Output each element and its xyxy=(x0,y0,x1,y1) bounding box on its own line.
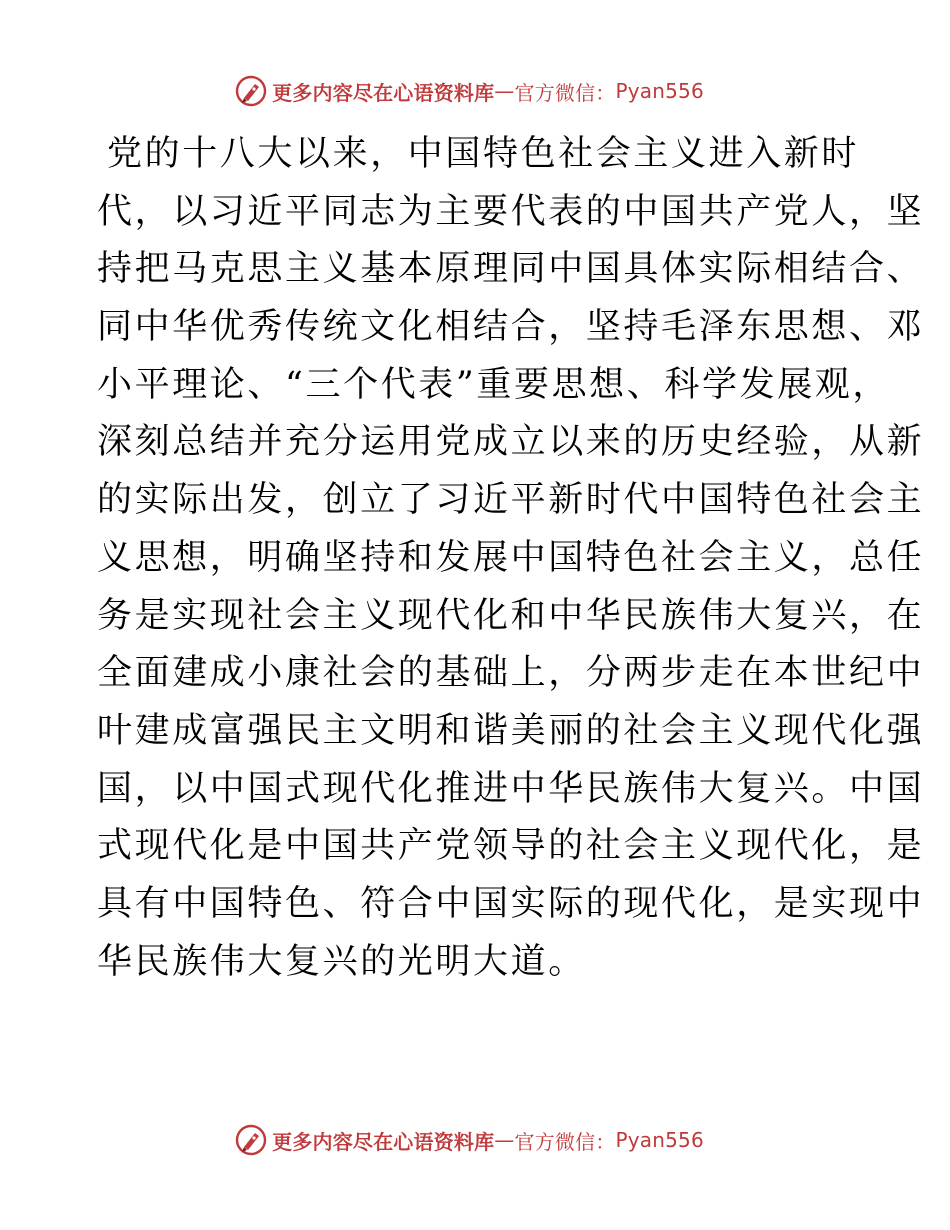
banner-separator: — xyxy=(494,1128,515,1152)
banner-wechat-label: 官方微信： xyxy=(514,1129,616,1154)
banner-separator: — xyxy=(494,79,515,103)
pen-nib-circle-icon xyxy=(234,74,268,108)
text-line: 叶建成富强民主文明和谐美丽的社会主义现代化强 xyxy=(97,710,925,751)
text-line: 代，以习近平同志为主要代表的中国共产党人，坚 xyxy=(97,191,925,232)
banner-site-name: 更多内容尽在心语资料库 xyxy=(272,1129,495,1154)
text-line: 的实际出发，创立了习近平新时代中国特色社会主 xyxy=(97,480,925,521)
banner-wechat-label: 官方微信： xyxy=(514,80,616,105)
banner-site-name: 更多内容尽在心语资料库 xyxy=(272,80,495,105)
text-line: 式现代化是中国共产党领导的社会主义现代化，是 xyxy=(97,826,925,867)
text-line: 义思想，明确坚持和发展中国特色社会主义，总任 xyxy=(97,537,925,578)
text-line: 同中华优秀传统文化相结合，坚持毛泽东思想、邓 xyxy=(97,307,925,348)
text-line: 党的十八大以来，中国特色社会主义进入新时 xyxy=(107,134,860,174)
text-line: 华民族伟大复兴的光明大道。 xyxy=(97,941,586,982)
text-line: 全面建成小康社会的基础上，分两步走在本世纪中 xyxy=(97,653,925,694)
pen-nib-circle-icon xyxy=(234,1123,268,1157)
text-line: 务是实现社会主义现代化和中华民族伟大复兴，在 xyxy=(97,595,925,636)
header-banner xyxy=(0,71,950,111)
banner-wechat-id: Pyan556 xyxy=(615,1128,704,1152)
banner-content xyxy=(234,1123,704,1157)
body-paragraph xyxy=(97,126,925,991)
text-line: 国，以中国式现代化推进中华民族伟大复兴。中国 xyxy=(97,768,925,809)
text-line: 具有中国特色、符合中国实际的现代化，是实现中 xyxy=(97,883,925,924)
footer-banner xyxy=(0,1120,950,1160)
text-line: 持把马克思主义基本原理同中国具体实际相结合、 xyxy=(97,249,925,290)
text-line: 深刻总结并充分运用党成立以来的历史经验，从新 xyxy=(97,422,925,463)
banner-content xyxy=(234,74,704,108)
text-line: 小平理论、“三个代表”重要思想、科学发展观， xyxy=(97,364,890,405)
banner-wechat-id: Pyan556 xyxy=(615,79,704,103)
